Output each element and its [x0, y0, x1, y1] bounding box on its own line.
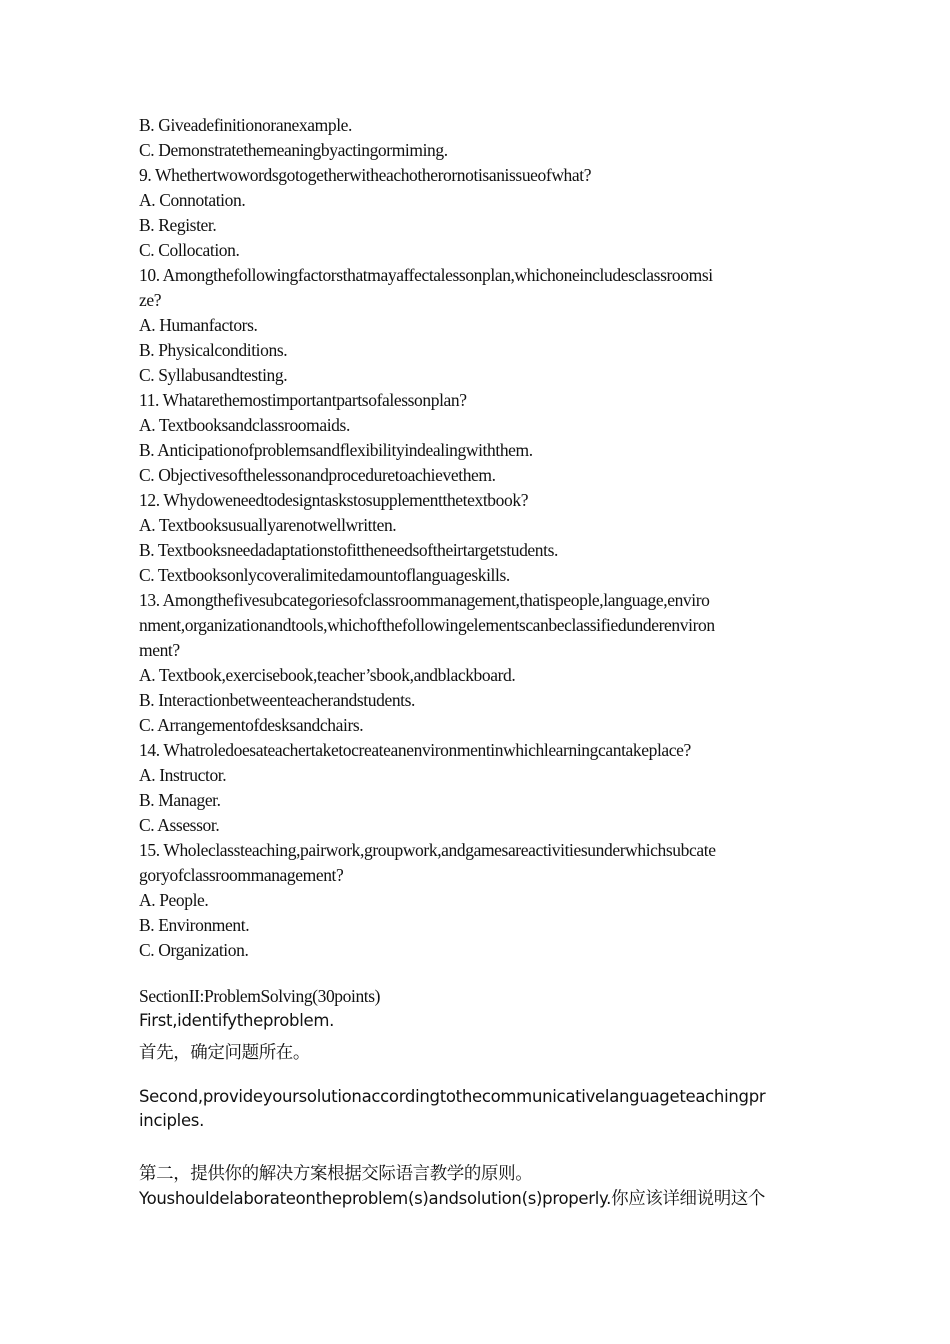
instruction-second-en-line2: inciples.	[139, 1111, 205, 1130]
text-line: goryofclassroommanagement?	[139, 865, 344, 885]
text-line: A. Textbooksandclassroomaids.	[139, 415, 350, 435]
instruction-second-en-line1: Second,provideyoursolutionaccordingtothecommunicativelanguageteachingpr	[139, 1087, 766, 1106]
text-line: A. Textbooksusuallyarenotwellwritten.	[139, 515, 397, 535]
text-line: A. Textbook,exercisebook,teacher’sbook,andblackboard.	[139, 665, 516, 685]
text-line: B. Physicalconditions.	[139, 340, 288, 360]
text-line: A. Instructor.	[139, 765, 227, 785]
instruction-first-en: First,identifytheproblem.	[139, 1011, 335, 1030]
text-line: 9. Whethertwowordsgotogetherwitheachotherornotisanissueofwhat?	[139, 165, 592, 185]
text-line: 15. Wholeclassteaching,pairwork,groupwork,andgamesareactivitiesunderwhichsubcate	[139, 840, 716, 860]
section-heading: SectionII:ProblemSolving(30points)	[139, 986, 381, 1006]
text-line: 12. Whydoweneedtodesigntaskstosupplementthetextbook?	[139, 490, 529, 510]
instruction-elaborate	[139, 1186, 819, 1211]
text-line: B. Giveadefinitionoranexample.	[139, 115, 352, 135]
text-line: 13. Amongthefivesubcategoriesofclassroommanagement,thatispeople,language,enviro	[139, 590, 710, 610]
text-line: nment,organizationandtools,whichofthefollowingelementscanbeclassifiedunderenviron	[139, 615, 715, 635]
text-line: C. Textbooksonlycoveralimitedamountoflanguageskills.	[139, 565, 510, 585]
text-line: C. Objectivesofthelessonandproceduretoachievethem.	[139, 465, 496, 485]
text-line: A. Humanfactors.	[139, 315, 258, 335]
text-line: B. Register.	[139, 215, 217, 235]
text-line: C. Collocation.	[139, 240, 240, 260]
text-line: B. Anticipationofproblemsandflexibilityindealingwiththem.	[139, 440, 533, 460]
text-line: A. People.	[139, 890, 209, 910]
text-line: B. Textbooksneedadaptationstofittheneedsoftheirtargetstudents.	[139, 540, 558, 560]
text-line: C. Demonstratethemeaningbyactingormiming.	[139, 140, 448, 160]
instruction-elaborate-cn: 你应该详细说明这个	[611, 1188, 766, 1208]
text-line: C. Assessor.	[139, 815, 220, 835]
text-line: B. Manager.	[139, 790, 221, 810]
text-line: B. Interactionbetweenteacherandstudents.	[139, 690, 416, 710]
text-line: ze?	[139, 290, 162, 310]
instruction-elaborate-en: Youshouldelaborateontheproblem(s)andsolution(s)properly.	[139, 1189, 612, 1208]
text-line: B. Environment.	[139, 915, 250, 935]
text-line: C. Syllabusandtesting.	[139, 365, 288, 385]
instruction-first-cn: 首先，确定问题所在。	[139, 1042, 310, 1062]
instruction-second-cn: 第二，提供你的解决方案根据交际语言教学的原则。	[139, 1163, 533, 1183]
text-line: 11. Whatarethemostimportantpartsofalessonplan?	[139, 390, 467, 410]
text-line: 14. Whatroledoesateachertaketocreateanenvironmentinwhichlearningcantakeplace?	[139, 740, 691, 760]
text-line: C. Organization.	[139, 940, 249, 960]
text-line: 10. Amongthefollowingfactorsthatmayaffectalessonplan,whichoneincludesclassroomsi	[139, 265, 713, 285]
text-line: C. Arrangementofdesksandchairs.	[139, 715, 364, 735]
text-line: A. Connotation.	[139, 190, 246, 210]
text-line: ment?	[139, 640, 180, 660]
